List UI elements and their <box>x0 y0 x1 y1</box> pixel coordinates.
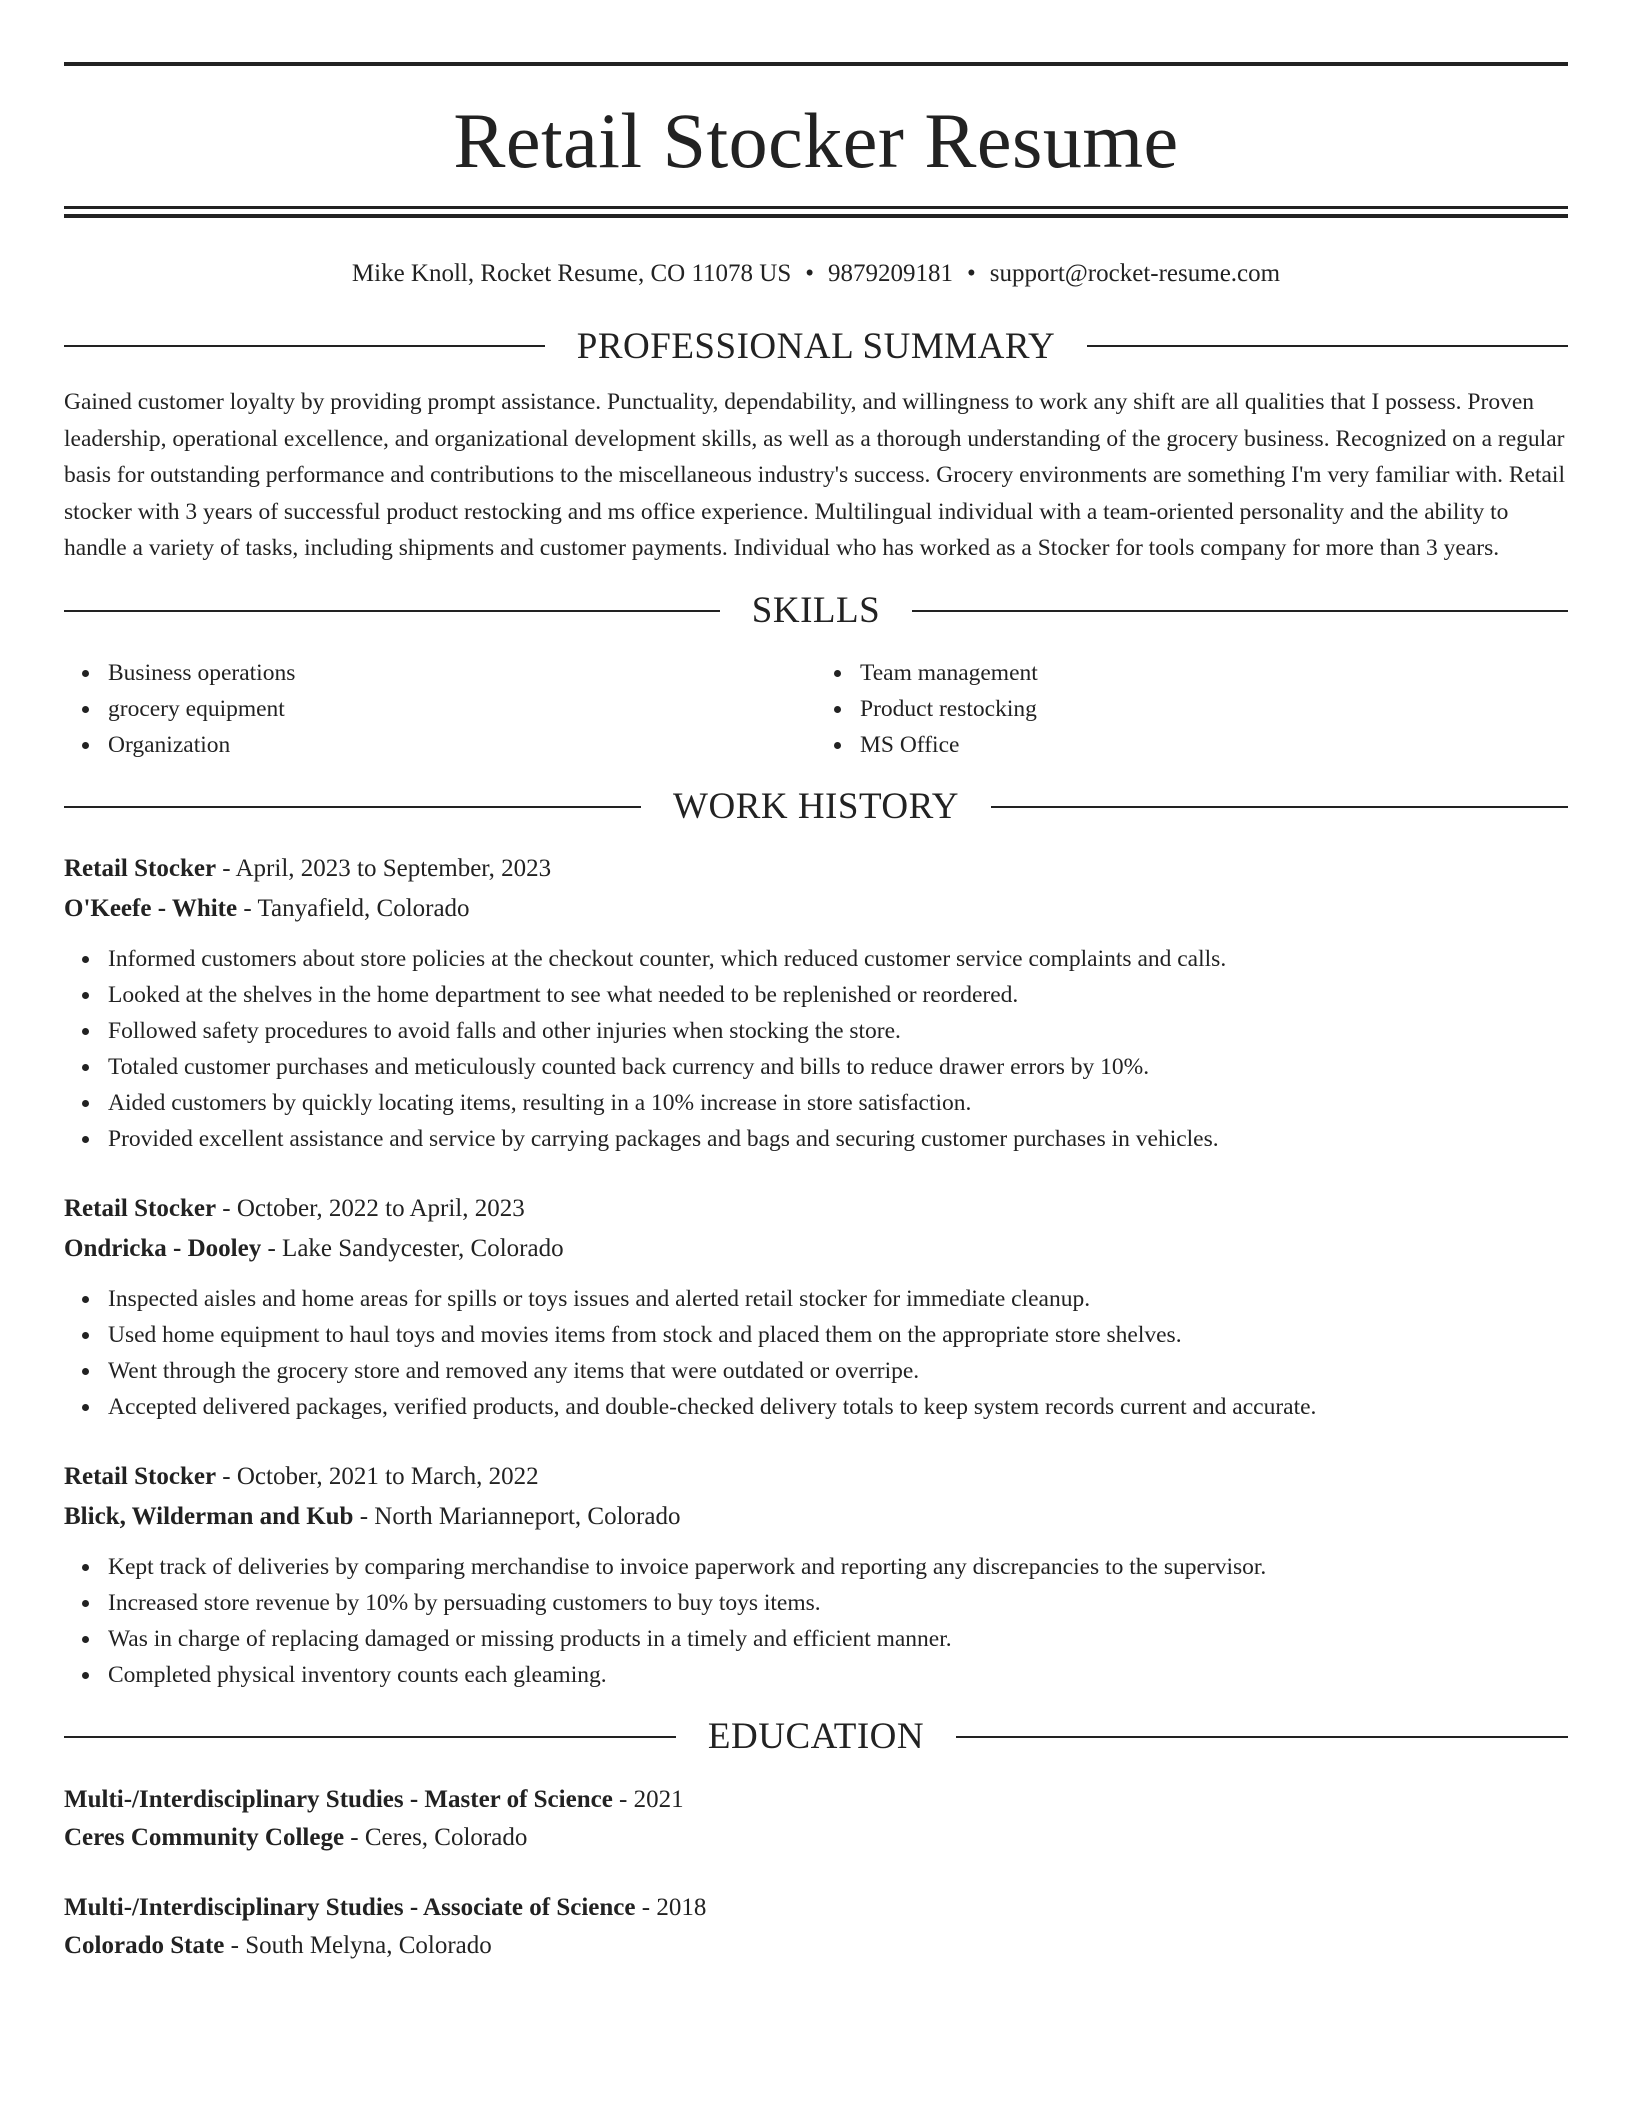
skills-heading-title: SKILLS <box>751 590 881 631</box>
contact-email: support@rocket-resume.com <box>989 260 1281 287</box>
job-bullet: Looked at the shelves in the home department to see what needed to be replenished or reordered. <box>108 977 1568 1013</box>
skills-column-right <box>816 655 1568 763</box>
job-entry <box>64 1189 1568 1425</box>
heading-rule-left <box>64 1736 676 1738</box>
job-bullet: Totaled customer purchases and meticulously counted back currency and bills to reduce drawer errors by 10%. <box>108 1049 1568 1085</box>
job-bullet: Accepted delivered packages, verified products, and double-checked delivery totals to keep system records current and accurate. <box>108 1389 1568 1425</box>
education-heading-title: EDUCATION <box>707 1716 925 1757</box>
skill-item: Product restocking <box>860 691 1568 727</box>
summary-text: Gained customer loyalty by providing prompt assistance. Punctuality, dependability, and willingness to work any shift are all qualities that I possess. Proven leadership, operational excellence, and organizational development skills, as well as a thorough understanding of the grocery business. Recognized on a regular basis for outstanding performance and contributions to the miscellaneous industry's success. Grocery environments are something I'm very familiar with. Retail stocker with 3 years of successful product restocking and ms office experience. Multilingual individual with a team-oriented personality and the ability to handle a variety of tasks, including shipments and customer payments. Individual who has worked as a Stocker for tools company for more than 3 years. <box>64 389 1565 561</box>
education-location: - South Melyna, Colorado <box>224 1931 492 1959</box>
education-school-line <box>64 1819 1568 1857</box>
education-entry <box>64 1889 1568 1965</box>
skill-item: Business operations <box>108 655 816 691</box>
job-bullet: Aided customers by quickly locating items, resulting in a 10% increase in store satisfaction. <box>108 1085 1568 1121</box>
top-rule <box>64 62 1568 66</box>
resume-title: Retail Stocker Resume <box>453 97 1179 184</box>
job-company: O'Keefe - White <box>64 894 238 922</box>
skill-item: Organization <box>108 727 816 763</box>
heading-rule-left <box>64 610 720 612</box>
job-bullet: Used home equipment to haul toys and movies items from stock and placed them on the appropriate store shelves. <box>108 1317 1568 1353</box>
job-entry <box>64 849 1568 1157</box>
job-dates: - October, 2021 to March, 2022 <box>216 1462 539 1490</box>
job-company-line <box>64 1229 1568 1269</box>
contact-separator: • <box>967 260 976 287</box>
education-location: - Ceres, Colorado <box>344 1823 528 1851</box>
heading-rule-right <box>912 610 1568 612</box>
education-degree-line <box>64 1781 1568 1819</box>
job-company-line <box>64 889 1568 929</box>
work-history <box>64 849 1568 1693</box>
work-heading-title: WORK HISTORY <box>673 786 959 827</box>
skill-item: MS Office <box>860 727 1568 763</box>
job-bullets <box>64 1549 1568 1693</box>
education-list <box>64 1781 1568 1965</box>
job-dates: - April, 2023 to September, 2023 <box>216 854 552 882</box>
summary-heading-title: PROFESSIONAL SUMMARY <box>576 325 1056 367</box>
education-school-line <box>64 1927 1568 1965</box>
education-degree: Multi-/Interdisciplinary Studies - Associate of Science <box>64 1893 636 1921</box>
job-location: - North Marianneport, Colorado <box>353 1502 681 1530</box>
job-title-line <box>64 1457 1568 1497</box>
contact-separator: • <box>805 260 815 287</box>
heading-rule-right <box>991 806 1568 808</box>
job-bullet: Was in charge of replacing damaged or missing products in a timely and efficient manner. <box>108 1621 1568 1657</box>
title-double-rule <box>64 206 1568 218</box>
heading-rule-left <box>64 345 545 347</box>
education-year: - 2021 <box>612 1785 684 1813</box>
job-bullet: Inspected aisles and home areas for spills or toys issues and alerted retail stocker for immediate cleanup. <box>108 1281 1568 1317</box>
education-degree-line <box>64 1889 1568 1927</box>
skills-heading <box>64 589 1568 633</box>
education-entry <box>64 1781 1568 1857</box>
job-title-line <box>64 849 1568 889</box>
work-heading <box>64 785 1568 829</box>
summary-heading <box>64 324 1568 368</box>
job-company: Ondricka - Dooley <box>64 1234 262 1262</box>
job-dates: - October, 2022 to April, 2023 <box>216 1194 525 1222</box>
skills-column-left <box>64 655 816 763</box>
job-title: Retail Stocker <box>64 1462 217 1490</box>
skill-item: Team management <box>860 655 1568 691</box>
heading-rule-right <box>956 1736 1568 1738</box>
education-degree: Multi-/Interdisciplinary Studies - Master of Science <box>64 1785 613 1813</box>
job-bullet: Completed physical inventory counts each gleaming. <box>108 1657 1568 1693</box>
job-title: Retail Stocker <box>64 1194 217 1222</box>
job-bullets <box>64 941 1568 1157</box>
heading-rule-left <box>64 806 641 808</box>
job-bullet: Provided excellent assistance and service by carrying packages and bags and securing customer purchases in vehicles. <box>108 1121 1568 1157</box>
job-bullet: Followed safety procedures to avoid falls and other injuries when stocking the store. <box>108 1013 1568 1049</box>
education-year: - 2018 <box>635 1893 707 1921</box>
heading-rule-right <box>1087 345 1568 347</box>
skill-item: grocery equipment <box>108 691 816 727</box>
job-location: - Tanyafield, Colorado <box>237 894 470 922</box>
job-company-line <box>64 1497 1568 1537</box>
education-heading <box>64 1715 1568 1759</box>
job-bullet: Kept track of deliveries by comparing merchandise to invoice paperwork and reporting any discrepancies to the supervisor. <box>108 1549 1568 1585</box>
job-bullet: Informed customers about store policies at the checkout counter, which reduced customer service complaints and calls. <box>108 941 1568 977</box>
contact-line <box>64 254 1568 294</box>
job-bullet: Went through the grocery store and removed any items that were outdated or overripe. <box>108 1353 1568 1389</box>
education-school: Ceres Community College <box>64 1823 345 1851</box>
job-entry <box>64 1457 1568 1693</box>
skills-list <box>64 655 1568 763</box>
job-bullet: Increased store revenue by 10% by persuading customers to buy toys items. <box>108 1585 1568 1621</box>
job-title-line <box>64 1189 1568 1229</box>
job-location: - Lake Sandycester, Colorado <box>261 1234 564 1262</box>
job-company: Blick, Wilderman and Kub <box>64 1502 354 1530</box>
job-bullets <box>64 1281 1568 1425</box>
contact-phone: 9879209181 <box>828 260 954 287</box>
education-school: Colorado State <box>64 1931 225 1959</box>
contact-address: Mike Knoll, Rocket Resume, CO 11078 US <box>351 260 792 287</box>
job-title: Retail Stocker <box>64 854 217 882</box>
